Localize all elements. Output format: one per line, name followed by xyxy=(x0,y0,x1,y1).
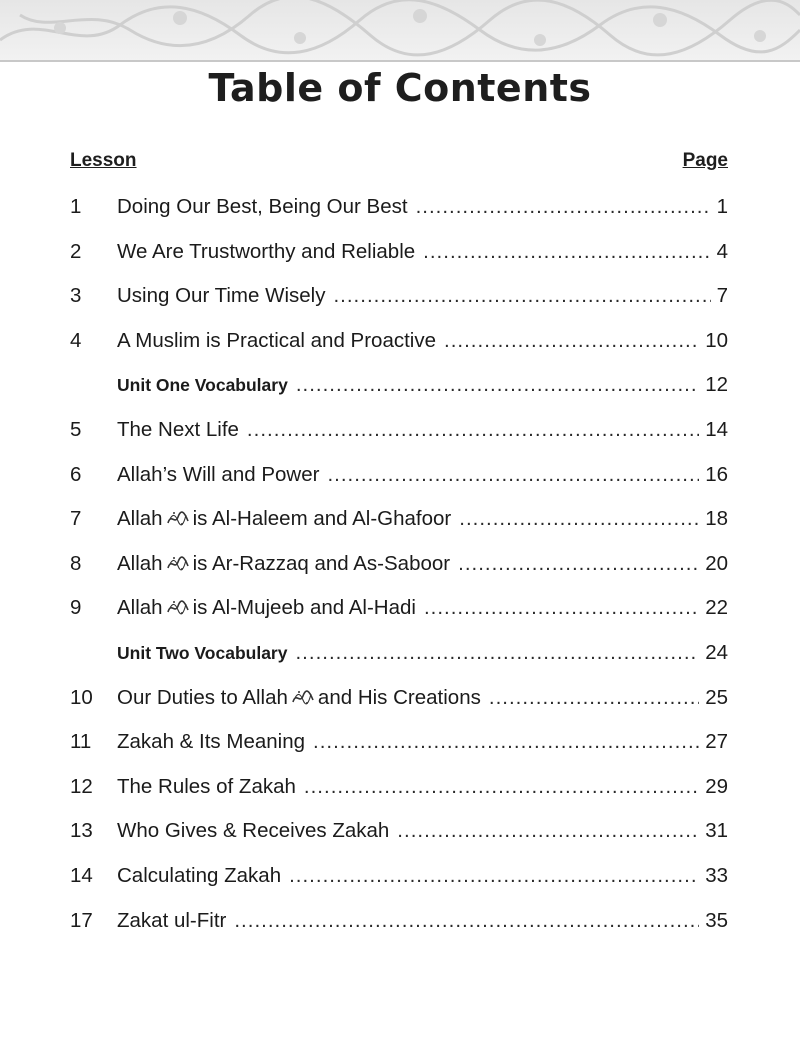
lesson-title: The Rules of Zakah xyxy=(117,774,296,798)
toc-row[interactable] xyxy=(70,502,728,536)
lesson-title: Unit One Vocabulary xyxy=(117,375,288,396)
toc-row[interactable] xyxy=(70,235,728,269)
ornament-pattern-icon xyxy=(0,0,800,60)
lesson-number: 7 xyxy=(70,507,82,531)
lesson-number: 17 xyxy=(70,908,93,932)
toc-unit-row[interactable] xyxy=(70,636,728,670)
page-title: Table of Contents xyxy=(208,66,592,110)
page-number: 24 xyxy=(705,641,728,664)
page-number: 35 xyxy=(705,908,728,932)
lesson-number: 1 xyxy=(70,195,82,218)
page-number: 14 xyxy=(705,418,728,441)
lesson-number: 6 xyxy=(70,462,82,486)
lesson-title: Calculating Zakah xyxy=(117,864,282,887)
lesson-title: The Next Life xyxy=(117,418,239,441)
dot-leader xyxy=(458,547,699,581)
dot-leader xyxy=(423,235,710,269)
lesson-title: Unit Two Vocabulary xyxy=(117,643,288,663)
toc-row[interactable] xyxy=(70,681,728,715)
page-number: 1 xyxy=(716,195,728,218)
toc-row[interactable] xyxy=(70,458,728,492)
toc-unit-row[interactable] xyxy=(70,368,728,402)
honorific-icon xyxy=(166,554,190,572)
dot-leader xyxy=(247,413,699,447)
lesson-title: Allah’s Will and Power xyxy=(117,462,320,486)
lesson-title: Allah is Al-Haleem and Al-Ghafoor xyxy=(117,507,452,531)
lesson-number: 9 xyxy=(70,596,82,620)
page-number: 33 xyxy=(705,864,728,887)
banner-divider xyxy=(0,60,800,62)
lesson-number: 11 xyxy=(70,730,92,754)
dot-leader xyxy=(444,324,699,358)
lesson-number: 4 xyxy=(70,328,82,352)
lesson-title: Using Our Time Wisely xyxy=(117,284,326,308)
lesson-column-header: Lesson xyxy=(70,150,137,171)
honorific-icon xyxy=(166,598,190,616)
page-number: 7 xyxy=(716,284,728,308)
dot-leader xyxy=(416,190,711,224)
toc-row[interactable] xyxy=(70,725,728,759)
lesson-number: 3 xyxy=(70,284,82,308)
page-number: 22 xyxy=(705,596,728,620)
honorific-icon xyxy=(291,688,315,706)
toc-row[interactable] xyxy=(70,814,728,848)
toc-row[interactable] xyxy=(70,547,728,581)
dot-leader xyxy=(424,591,699,625)
toc-row[interactable] xyxy=(70,904,728,938)
page-number: 29 xyxy=(705,774,728,798)
toc-row[interactable] xyxy=(70,279,728,313)
page-number: 12 xyxy=(705,373,728,397)
lesson-title: Who Gives & Receives Zakah xyxy=(117,819,390,843)
toc-row[interactable] xyxy=(70,190,728,224)
lesson-number: 2 xyxy=(70,239,82,263)
lesson-title: Zakat ul-Fitr xyxy=(117,908,227,932)
lesson-number: 12 xyxy=(70,774,93,798)
dot-leader xyxy=(333,279,710,313)
lesson-number: 14 xyxy=(70,864,93,887)
dot-leader xyxy=(296,368,699,402)
toc-row[interactable] xyxy=(70,413,728,447)
dot-leader xyxy=(397,814,699,848)
dot-leader xyxy=(295,636,699,670)
honorific-icon xyxy=(166,509,190,527)
lesson-title: We Are Trustworthy and Reliable xyxy=(117,239,416,263)
dot-leader xyxy=(459,502,699,536)
page-number: 27 xyxy=(705,730,728,754)
dot-leader xyxy=(313,725,699,759)
lesson-title: Doing Our Best, Being Our Best xyxy=(117,195,408,218)
decorative-banner xyxy=(0,0,800,62)
lesson-number: 5 xyxy=(70,418,82,441)
dot-leader xyxy=(304,770,699,804)
toc-row[interactable] xyxy=(70,591,728,625)
lesson-title: Our Duties to Allah and His Creations xyxy=(117,685,481,709)
dot-leader xyxy=(327,458,699,492)
page-number: 16 xyxy=(705,462,728,486)
lesson-number: 10 xyxy=(70,685,93,709)
dot-leader xyxy=(234,904,699,938)
page-number: 20 xyxy=(705,551,728,575)
lesson-title: A Muslim is Practical and Proactive xyxy=(117,328,437,352)
dot-leader xyxy=(489,681,699,715)
page-number: 10 xyxy=(705,328,728,352)
lesson-title: Allah is Ar-Razzaq and As-Saboor xyxy=(117,551,451,575)
lesson-number: 8 xyxy=(70,551,82,575)
dot-leader xyxy=(289,859,699,893)
toc-row[interactable] xyxy=(70,859,728,893)
lesson-number: 13 xyxy=(70,819,93,843)
lesson-title: Allah is Al-Mujeeb and Al-Hadi xyxy=(117,596,416,620)
lesson-title: Zakah & Its Meaning xyxy=(117,730,306,754)
page-number: 4 xyxy=(716,239,728,263)
toc-row[interactable] xyxy=(70,324,728,358)
page-number: 18 xyxy=(705,507,728,531)
toc-row[interactable] xyxy=(70,770,728,804)
page-column-header: Page xyxy=(682,150,728,171)
page-number: 25 xyxy=(705,685,728,709)
page-number: 31 xyxy=(705,819,728,843)
